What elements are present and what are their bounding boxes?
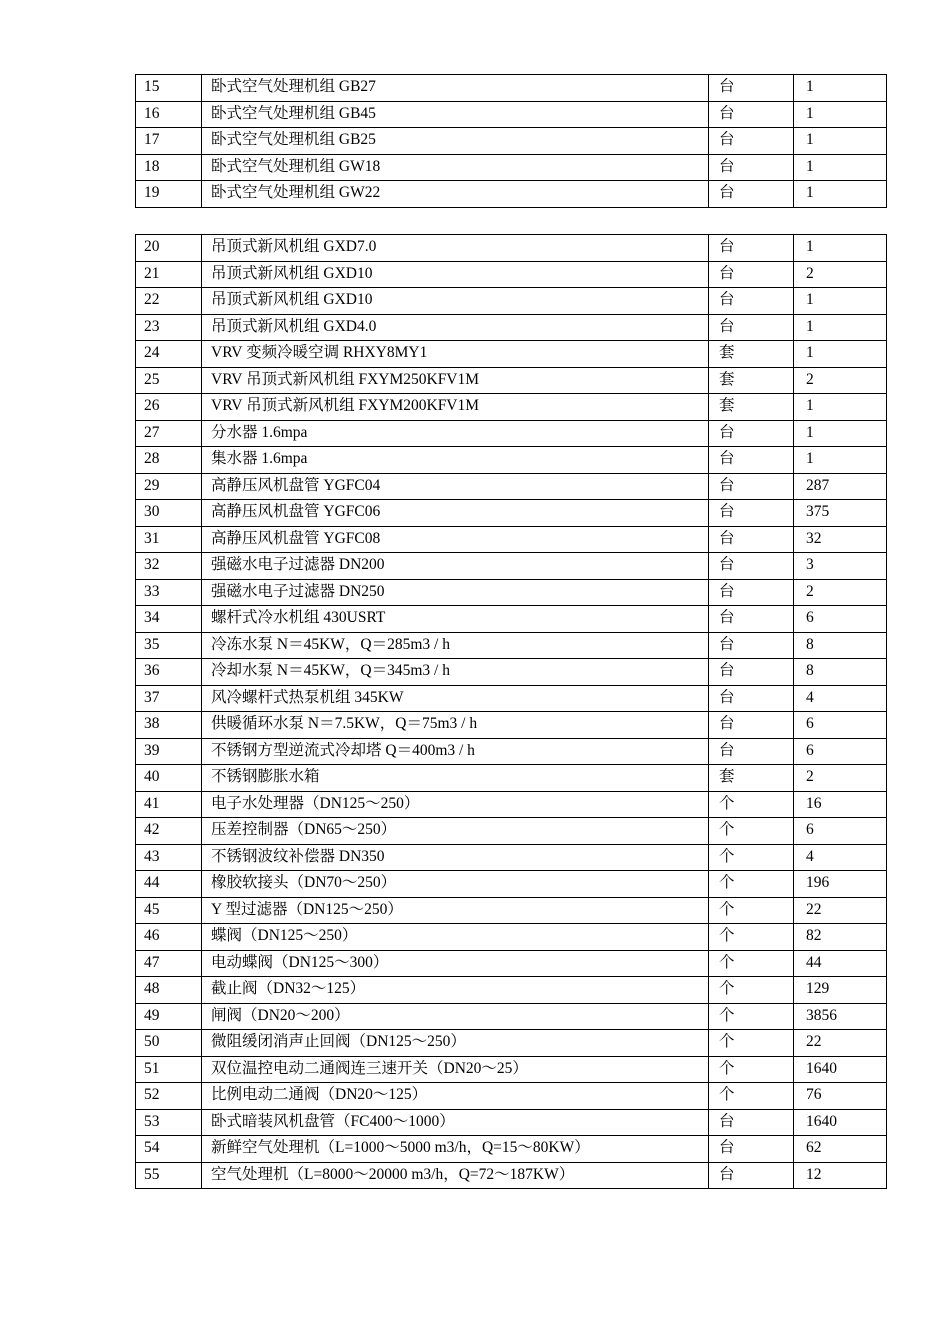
table-row — [136, 1109, 887, 1136]
item-number-cell: 50 — [136, 1030, 202, 1057]
item-number-cell: 38 — [136, 712, 202, 739]
item-quantity-cell: 1 — [794, 341, 887, 368]
item-number-cell: 47 — [136, 950, 202, 977]
item-unit-cell: 台 — [709, 1109, 794, 1136]
item-number-cell: 49 — [136, 1003, 202, 1030]
item-unit-cell: 个 — [709, 924, 794, 951]
item-quantity-cell: 8 — [794, 632, 887, 659]
item-name-cell: 冷却水泵 N＝45KW，Q＝345m3 / h — [202, 659, 709, 686]
item-unit-cell: 台 — [709, 181, 794, 208]
table-row — [136, 685, 887, 712]
item-quantity-cell: 12 — [794, 1162, 887, 1189]
item-quantity-cell: 1 — [794, 75, 887, 102]
item-name-cell: 卧式空气处理机组 GB27 — [202, 75, 709, 102]
item-number-cell: 28 — [136, 447, 202, 474]
item-unit-cell: 台 — [709, 553, 794, 580]
item-name-cell: 强磁水电子过滤器 DN200 — [202, 553, 709, 580]
item-name-cell: 卧式暗装风机盘管（FC400～1000） — [202, 1109, 709, 1136]
table-row — [136, 897, 887, 924]
item-name-cell: 吊顶式新风机组 GXD10 — [202, 261, 709, 288]
item-number-cell: 46 — [136, 924, 202, 951]
item-quantity-cell: 1640 — [794, 1056, 887, 1083]
table-row — [136, 1162, 887, 1189]
item-quantity-cell: 4 — [794, 844, 887, 871]
table-row — [136, 235, 887, 262]
item-name-cell: 空气处理机（L=8000～20000 m3/h，Q=72～187KW） — [202, 1162, 709, 1189]
item-quantity-cell: 2 — [794, 367, 887, 394]
table-row — [136, 1136, 887, 1163]
item-quantity-cell: 8 — [794, 659, 887, 686]
item-name-cell: VRV 吊顶式新风机组 FXYM200KFV1M — [202, 394, 709, 421]
item-name-cell: 压差控制器（DN65～250） — [202, 818, 709, 845]
item-unit-cell: 个 — [709, 871, 794, 898]
item-unit-cell: 个 — [709, 1030, 794, 1057]
item-unit-cell: 个 — [709, 950, 794, 977]
item-quantity-cell: 62 — [794, 1136, 887, 1163]
table-row — [136, 553, 887, 580]
equipment-table-part-2 — [135, 234, 887, 1189]
item-quantity-cell: 3 — [794, 553, 887, 580]
item-unit-cell: 台 — [709, 500, 794, 527]
table-row — [136, 1083, 887, 1110]
item-unit-cell: 套 — [709, 394, 794, 421]
item-name-cell: 吊顶式新风机组 GXD10 — [202, 288, 709, 315]
item-number-cell: 37 — [136, 685, 202, 712]
item-unit-cell: 个 — [709, 897, 794, 924]
item-quantity-cell: 1 — [794, 235, 887, 262]
item-unit-cell: 台 — [709, 606, 794, 633]
item-quantity-cell: 22 — [794, 897, 887, 924]
item-number-cell: 43 — [136, 844, 202, 871]
item-number-cell: 29 — [136, 473, 202, 500]
item-unit-cell: 台 — [709, 685, 794, 712]
item-unit-cell: 台 — [709, 75, 794, 102]
item-name-cell: 双位温控电动二通阀连三速开关（DN20～25） — [202, 1056, 709, 1083]
item-quantity-cell: 2 — [794, 261, 887, 288]
equipment-table-body-2 — [136, 235, 887, 1189]
table-row — [136, 1056, 887, 1083]
item-unit-cell: 台 — [709, 632, 794, 659]
item-unit-cell: 台 — [709, 1136, 794, 1163]
table-row — [136, 447, 887, 474]
table-row — [136, 950, 887, 977]
table-row — [136, 128, 887, 155]
item-unit-cell: 个 — [709, 844, 794, 871]
item-name-cell: 卧式空气处理机组 GW18 — [202, 154, 709, 181]
table-row — [136, 818, 887, 845]
item-quantity-cell: 16 — [794, 791, 887, 818]
item-number-cell: 36 — [136, 659, 202, 686]
item-quantity-cell: 2 — [794, 765, 887, 792]
item-name-cell: 不锈钢方型逆流式冷却塔 Q＝400m3 / h — [202, 738, 709, 765]
item-unit-cell: 套 — [709, 765, 794, 792]
item-name-cell: 吊顶式新风机组 GXD7.0 — [202, 235, 709, 262]
item-number-cell: 48 — [136, 977, 202, 1004]
item-quantity-cell: 1 — [794, 101, 887, 128]
item-number-cell: 18 — [136, 154, 202, 181]
item-number-cell: 31 — [136, 526, 202, 553]
item-quantity-cell: 6 — [794, 606, 887, 633]
item-number-cell: 26 — [136, 394, 202, 421]
item-number-cell: 41 — [136, 791, 202, 818]
item-number-cell: 25 — [136, 367, 202, 394]
item-number-cell: 34 — [136, 606, 202, 633]
item-unit-cell: 台 — [709, 526, 794, 553]
item-name-cell: Y 型过滤器（DN125～250） — [202, 897, 709, 924]
item-name-cell: 集水器 1.6mpa — [202, 447, 709, 474]
item-number-cell: 22 — [136, 288, 202, 315]
table-row — [136, 977, 887, 1004]
table-row — [136, 712, 887, 739]
item-quantity-cell: 375 — [794, 500, 887, 527]
item-name-cell: 截止阀（DN32～125） — [202, 977, 709, 1004]
equipment-table-body-1 — [136, 75, 887, 208]
item-name-cell: VRV 变频冷暖空调 RHXY8MY1 — [202, 341, 709, 368]
item-name-cell: 蝶阀（DN125～250） — [202, 924, 709, 951]
item-unit-cell: 台 — [709, 128, 794, 155]
table-row — [136, 261, 887, 288]
item-number-cell: 15 — [136, 75, 202, 102]
table-row — [136, 500, 887, 527]
item-number-cell: 53 — [136, 1109, 202, 1136]
table-row — [136, 314, 887, 341]
table-row — [136, 75, 887, 102]
table-row — [136, 871, 887, 898]
item-unit-cell: 台 — [709, 261, 794, 288]
item-number-cell: 23 — [136, 314, 202, 341]
item-name-cell: 电子水处理器（DN125～250） — [202, 791, 709, 818]
item-name-cell: 闸阀（DN20～200） — [202, 1003, 709, 1030]
item-unit-cell: 个 — [709, 977, 794, 1004]
item-number-cell: 42 — [136, 818, 202, 845]
item-number-cell: 24 — [136, 341, 202, 368]
item-unit-cell: 台 — [709, 712, 794, 739]
item-unit-cell: 台 — [709, 579, 794, 606]
item-name-cell: 高静压风机盘管 YGFC08 — [202, 526, 709, 553]
item-name-cell: 卧式空气处理机组 GW22 — [202, 181, 709, 208]
item-quantity-cell: 76 — [794, 1083, 887, 1110]
item-name-cell: 卧式空气处理机组 GB25 — [202, 128, 709, 155]
item-unit-cell: 套 — [709, 367, 794, 394]
item-unit-cell: 台 — [709, 101, 794, 128]
item-name-cell: 冷冻水泵 N＝45KW，Q＝285m3 / h — [202, 632, 709, 659]
table-row — [136, 394, 887, 421]
item-unit-cell: 台 — [709, 1162, 794, 1189]
table-row — [136, 367, 887, 394]
table-row — [136, 1030, 887, 1057]
item-number-cell: 51 — [136, 1056, 202, 1083]
item-number-cell: 21 — [136, 261, 202, 288]
item-number-cell: 40 — [136, 765, 202, 792]
item-quantity-cell: 6 — [794, 738, 887, 765]
item-quantity-cell: 44 — [794, 950, 887, 977]
item-name-cell: 分水器 1.6mpa — [202, 420, 709, 447]
table-row — [136, 341, 887, 368]
item-unit-cell: 个 — [709, 1056, 794, 1083]
item-number-cell: 39 — [136, 738, 202, 765]
item-number-cell: 35 — [136, 632, 202, 659]
item-number-cell: 33 — [136, 579, 202, 606]
item-number-cell: 52 — [136, 1083, 202, 1110]
item-unit-cell: 台 — [709, 288, 794, 315]
item-name-cell: 吊顶式新风机组 GXD4.0 — [202, 314, 709, 341]
item-number-cell: 54 — [136, 1136, 202, 1163]
item-quantity-cell: 1 — [794, 154, 887, 181]
item-quantity-cell: 287 — [794, 473, 887, 500]
item-quantity-cell: 196 — [794, 871, 887, 898]
table-row — [136, 154, 887, 181]
table-row — [136, 738, 887, 765]
item-number-cell: 17 — [136, 128, 202, 155]
item-number-cell: 30 — [136, 500, 202, 527]
item-unit-cell: 台 — [709, 738, 794, 765]
table-row — [136, 924, 887, 951]
item-name-cell: 电动蝶阀（DN125～300） — [202, 950, 709, 977]
item-quantity-cell: 1640 — [794, 1109, 887, 1136]
table-row — [136, 473, 887, 500]
item-name-cell: 不锈钢波纹补偿器 DN350 — [202, 844, 709, 871]
item-name-cell: VRV 吊顶式新风机组 FXYM250KFV1M — [202, 367, 709, 394]
item-number-cell: 32 — [136, 553, 202, 580]
item-unit-cell: 台 — [709, 235, 794, 262]
item-quantity-cell: 1 — [794, 128, 887, 155]
item-quantity-cell: 1 — [794, 420, 887, 447]
item-unit-cell: 套 — [709, 341, 794, 368]
item-name-cell: 螺杆式冷水机组 430USRT — [202, 606, 709, 633]
item-number-cell: 45 — [136, 897, 202, 924]
item-quantity-cell: 6 — [794, 712, 887, 739]
table-row — [136, 1003, 887, 1030]
item-number-cell: 19 — [136, 181, 202, 208]
item-quantity-cell: 1 — [794, 394, 887, 421]
item-number-cell: 20 — [136, 235, 202, 262]
item-name-cell: 强磁水电子过滤器 DN250 — [202, 579, 709, 606]
item-name-cell: 新鲜空气处理机（L=1000～5000 m3/h，Q=15～80KW） — [202, 1136, 709, 1163]
item-name-cell: 不锈钢膨胀水箱 — [202, 765, 709, 792]
item-name-cell: 高静压风机盘管 YGFC06 — [202, 500, 709, 527]
item-quantity-cell: 82 — [794, 924, 887, 951]
table-row — [136, 844, 887, 871]
item-name-cell: 风冷螺杆式热泵机组 345KW — [202, 685, 709, 712]
item-name-cell: 供暖循环水泵 N＝7.5KW，Q＝75m3 / h — [202, 712, 709, 739]
table-row — [136, 579, 887, 606]
item-name-cell: 卧式空气处理机组 GB45 — [202, 101, 709, 128]
item-quantity-cell: 3856 — [794, 1003, 887, 1030]
table-row — [136, 526, 887, 553]
table-row — [136, 288, 887, 315]
table-row — [136, 791, 887, 818]
item-unit-cell: 台 — [709, 473, 794, 500]
item-quantity-cell: 6 — [794, 818, 887, 845]
item-quantity-cell: 4 — [794, 685, 887, 712]
table-row — [136, 606, 887, 633]
table-row — [136, 181, 887, 208]
item-unit-cell: 台 — [709, 447, 794, 474]
item-unit-cell: 个 — [709, 818, 794, 845]
item-unit-cell: 个 — [709, 791, 794, 818]
item-quantity-cell: 1 — [794, 447, 887, 474]
item-unit-cell: 台 — [709, 420, 794, 447]
item-name-cell: 微阻缓闭消声止回阀（DN125～250） — [202, 1030, 709, 1057]
item-number-cell: 44 — [136, 871, 202, 898]
item-unit-cell: 个 — [709, 1003, 794, 1030]
item-unit-cell: 台 — [709, 314, 794, 341]
item-quantity-cell: 129 — [794, 977, 887, 1004]
table-row — [136, 659, 887, 686]
item-name-cell: 高静压风机盘管 YGFC04 — [202, 473, 709, 500]
table-row — [136, 420, 887, 447]
item-unit-cell: 台 — [709, 659, 794, 686]
item-quantity-cell: 32 — [794, 526, 887, 553]
item-number-cell: 16 — [136, 101, 202, 128]
item-quantity-cell: 2 — [794, 579, 887, 606]
item-unit-cell: 个 — [709, 1083, 794, 1110]
item-number-cell: 27 — [136, 420, 202, 447]
item-number-cell: 55 — [136, 1162, 202, 1189]
item-quantity-cell: 1 — [794, 181, 887, 208]
table-row — [136, 765, 887, 792]
item-unit-cell: 台 — [709, 154, 794, 181]
item-quantity-cell: 22 — [794, 1030, 887, 1057]
item-quantity-cell: 1 — [794, 288, 887, 315]
item-name-cell: 橡胶软接头（DN70～250） — [202, 871, 709, 898]
item-quantity-cell: 1 — [794, 314, 887, 341]
table-row — [136, 632, 887, 659]
table-row — [136, 101, 887, 128]
equipment-table-part-1 — [135, 74, 887, 208]
item-name-cell: 比例电动二通阀（DN20～125） — [202, 1083, 709, 1110]
